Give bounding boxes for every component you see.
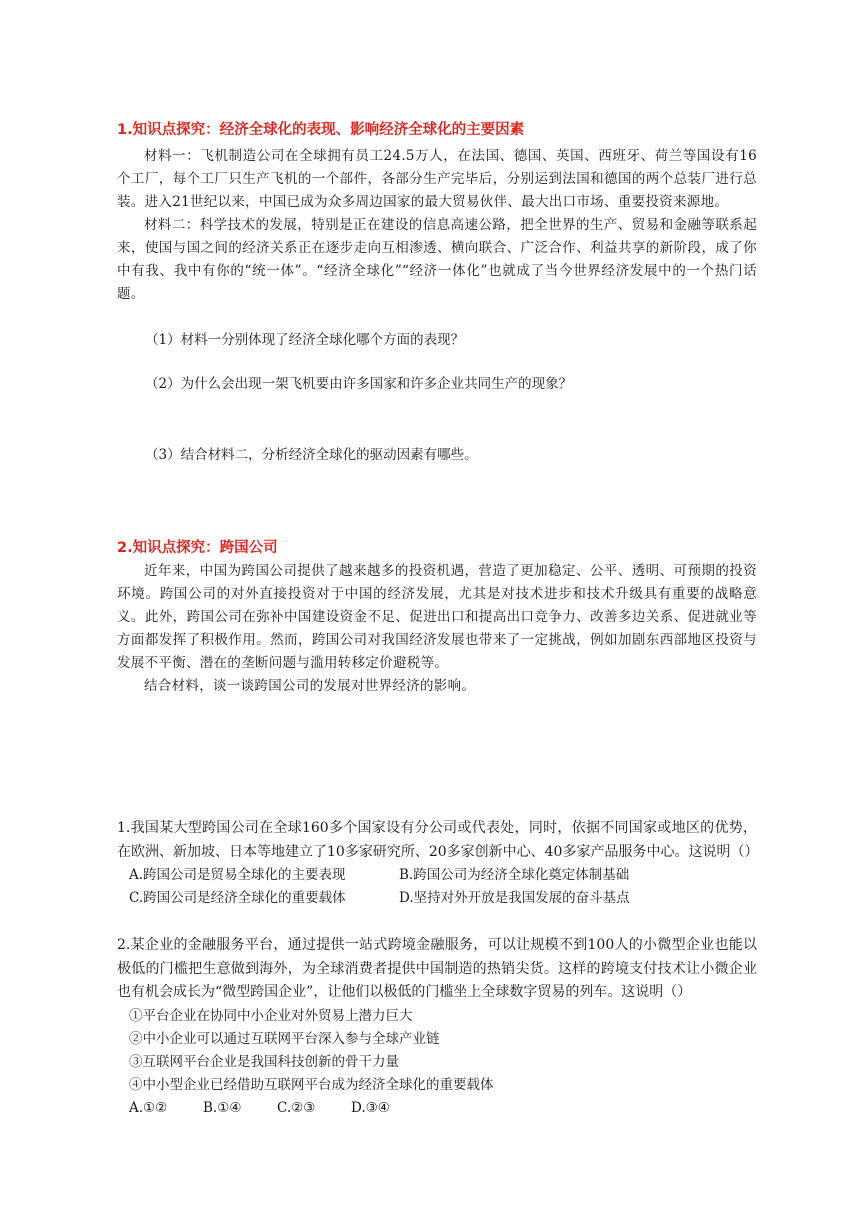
section1-q3-wrap [117, 444, 757, 467]
mc2-answer-c: C.②③ [277, 1099, 316, 1116]
section2-title: 2.知识点探究：跨国公司 [117, 540, 278, 556]
section1-q1-wrap [117, 329, 757, 352]
mc1-option-a: A.跨国公司是贸易全球化的主要表现 [129, 867, 346, 883]
mc1-stem: 1.我国某大型跨国公司在全球160多个国家设有分公司或代表处，同时，依据不同国家或地区的优势，在欧洲、新加坡、日本等地建立了10多家研究所、20多家创新中心、40多家产品服务中心。这说明（） [117, 820, 759, 860]
mc2-statement-1: ①平台企业在协同中小企业对外贸易上潜力巨大 [129, 1007, 413, 1024]
mc2-stem: 2.某企业的金融服务平台，通过提供一站式跨境金融服务，可以让规模不到100人的小微型企业也能以极低的门槛把生意做到海外，为全球消费者提供中国制造的热销尖货。这样的跨境支付技术让小微企业也有机会成长为“微型跨国企业”，让他们以极低的门槛坐上全球数字贸易的列车。这说明（） [117, 937, 757, 1000]
section1-title: 1.知识点探究：经济全球化的表现、影响经济全球化的主要因素 [117, 122, 525, 138]
section1-question-1: （1）材料一分别体现了经济全球化哪个方面的表现？ [145, 332, 465, 348]
mc-question-1 [117, 817, 757, 910]
section2-body [117, 560, 757, 698]
mc2-statement-3: ③互联网平台企业是我国科技创新的骨干力量 [129, 1053, 399, 1070]
mc2-statement-4: ④中小型企业已经借助互联网平台成为经济全球化的重要载体 [129, 1076, 494, 1093]
section2-material: 近年来，中国为跨国公司提供了越来越多的投资机遇，营造了更加稳定、公平、透明、可预期的投资环境。跨国公司的对外直接投资对于中国的经济发展，尤其是对技术进步和技术升级具有重要的战略意义。此外，跨国公司在弥补中国建设资金不足、促进出口和提高出口竞争力、改善多边关系、促进就业等方面都发挥了积极作用。然而，跨国公司对我国经济发展也带来了一定挑战，例如加剧东西部地区投资与发展不平衡、潜在的垄断问题与滥用转移定价避税等。 [117, 563, 757, 671]
mc2-answer-options [117, 1097, 757, 1120]
mc-question-2 [117, 934, 757, 1120]
mc2-answer-d: D.③④ [351, 1099, 390, 1116]
section1-material2: 材料二：科学技术的发展，特别是正在建设的信息高速公路，把全世界的生产、贸易和金融等联系起来，使国与国之间的经济关系正在逐步走向互相渗透、横向联合、广泛合作、利益共享的新阶段，成了你中有我、我中有你的“统一体”。“经济全球化”“经济一体化”也就成了当今世界经济发展中的一个热门话题。 [117, 217, 757, 302]
section2-question: 结合材料，谈一谈跨国公司的发展对世界经济的影响。 [144, 678, 476, 694]
section1 [117, 120, 757, 140]
section1-question-3: （3）结合材料二，分析经济全球化的驱动因素有哪些。 [145, 447, 478, 463]
section1-material1: 材料一：飞机制造公司在全球拥有员工24.5万人，在法国、德国、英国、西班牙、荷兰等国设有16个工厂，每个工厂只生产飞机的一个部件，各部分生产完毕后，分别运到法国和德国的两个总装厂进行总装。进入21世纪以来，中国已成为众多周边国家的最大贸易伙伴、最大出口市场、重要投资来源地。 [117, 148, 757, 210]
mc1-options-row-2 [117, 887, 757, 910]
mc1-options-row-1 [117, 864, 757, 887]
mc2-answer-b: B.①④ [203, 1099, 242, 1116]
mc1-option-d: D.坚持对外开放是我国发展的奋斗基点 [399, 890, 630, 906]
section1-materials [117, 145, 757, 306]
mc2-answer-a: A.①② [129, 1099, 168, 1116]
mc2-statement-2: ②中小企业可以通过互联网平台深入参与全球产业链 [129, 1030, 440, 1047]
section1-question-2: （2）为什么会出现一架飞机要由许多国家和许多企业共同生产的现象？ [145, 376, 573, 392]
section2 [117, 538, 757, 558]
section1-q2-wrap [117, 373, 757, 396]
mc1-option-b: B.跨国公司为经济全球化奠定体制基础 [399, 867, 630, 883]
mc1-option-c: C.跨国公司是经济全球化的重要载体 [129, 890, 346, 906]
